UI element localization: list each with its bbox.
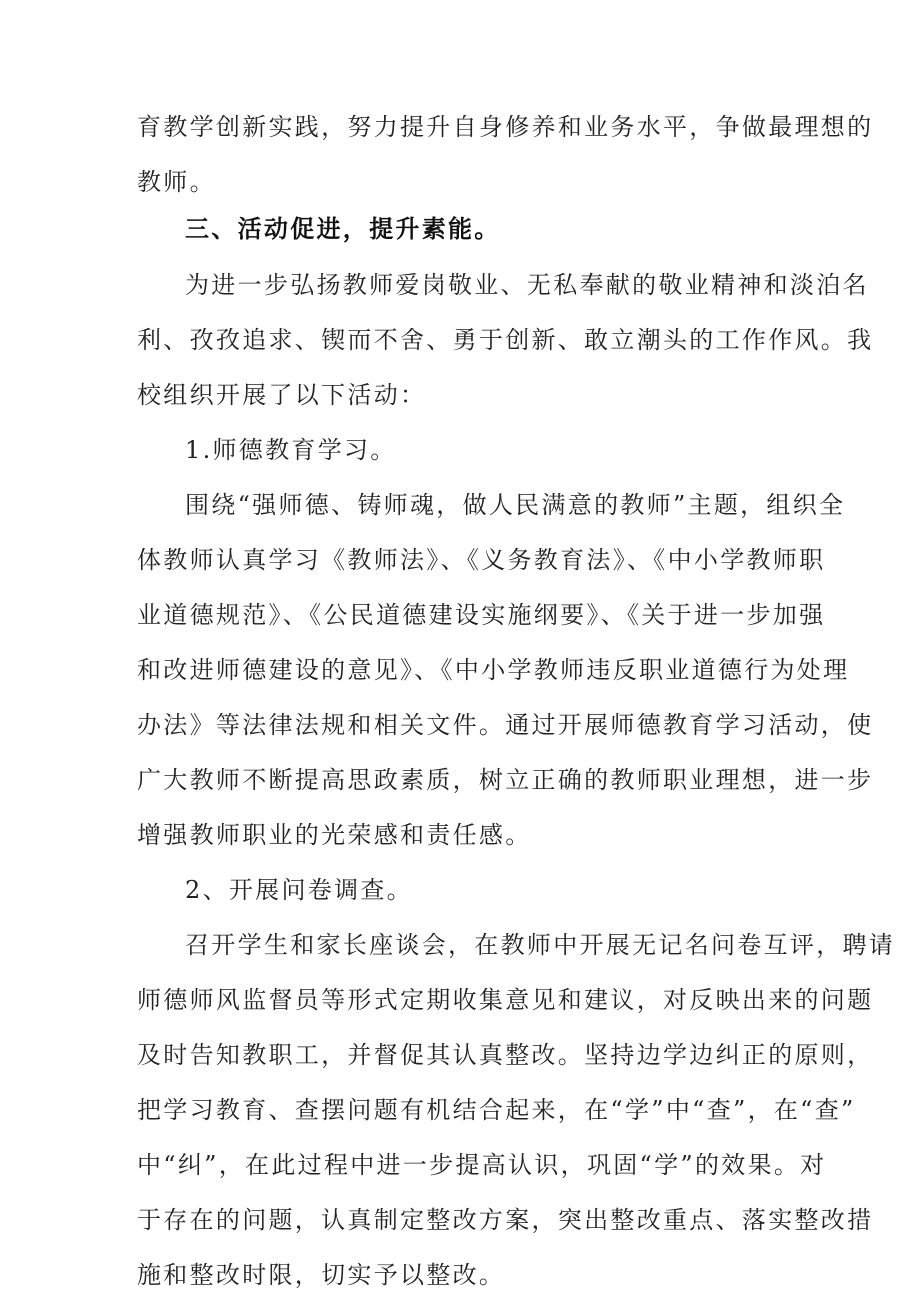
subsection-heading: 2、开展问卷调查。	[185, 876, 413, 904]
paragraph-line: 增强教师职业的光荣感和责任感。	[137, 821, 532, 849]
paragraph-line: 校组织开展了以下活动：	[137, 381, 427, 409]
paragraph-line: 办法》等法律法规和相关文件。通过开展师德教育学习活动，使	[137, 711, 874, 739]
paragraph-line: 教师。	[137, 168, 216, 196]
paragraph-line: 围绕“强师德、铸师魂，做人民满意的教师”主题，组织全	[185, 491, 846, 519]
paragraph-line: 和改进师德建设的意见》、《中小学教师违反职业道德行为处理	[137, 656, 850, 684]
paragraph-line: 师德师风监督员等形式定期收集意见和建议，对反映出来的问题	[137, 986, 874, 1014]
paragraph-line: 体教师认真学习《教师法》、《义务教育法》、《中小学教师职	[137, 546, 826, 574]
paragraph-line: 广大教师不断提高思政素质，树立正确的教师职业理想，进一步	[137, 766, 874, 794]
paragraph-line: 施和整改时限，切实予以整改。	[137, 1261, 506, 1289]
paragraph-line: 业道德规范》、《公民道德建设实施纲要》、《关于进一步加强	[137, 601, 826, 629]
paragraph-line: 于存在的问题，认真制定整改方案，突出整改重点、落实整改措	[137, 1206, 874, 1234]
paragraph-line: 及时告知教职工，并督促其认真整改。坚持边学边纠正的原则，	[137, 1041, 874, 1069]
paragraph-line: 把学习教育、查摆问题有机结合起来，在“学”中“查”，在“查”	[137, 1096, 856, 1124]
paragraph-line: 中“纠”，在此过程中进一步提高认识，巩固“学”的效果。对	[137, 1151, 827, 1179]
paragraph-line: 为进一步弘扬教师爱岗敬业、无私奉献的敬业精神和淡泊名	[185, 271, 869, 299]
subsection-heading: 1.师德教育学习。	[185, 436, 397, 464]
paragraph-line: 召开学生和家长座谈会，在教师中开展无记名问卷互评，聘请	[185, 931, 896, 959]
section-heading: 三、活动促进，提升素能。	[185, 215, 501, 243]
paragraph-line: 育教学创新实践，努力提升自身修养和业务水平，争做最理想的	[137, 113, 874, 141]
paragraph-line: 利、孜孜追求、锲而不舍、勇于创新、敢立潮头的工作作风。我	[137, 326, 874, 354]
